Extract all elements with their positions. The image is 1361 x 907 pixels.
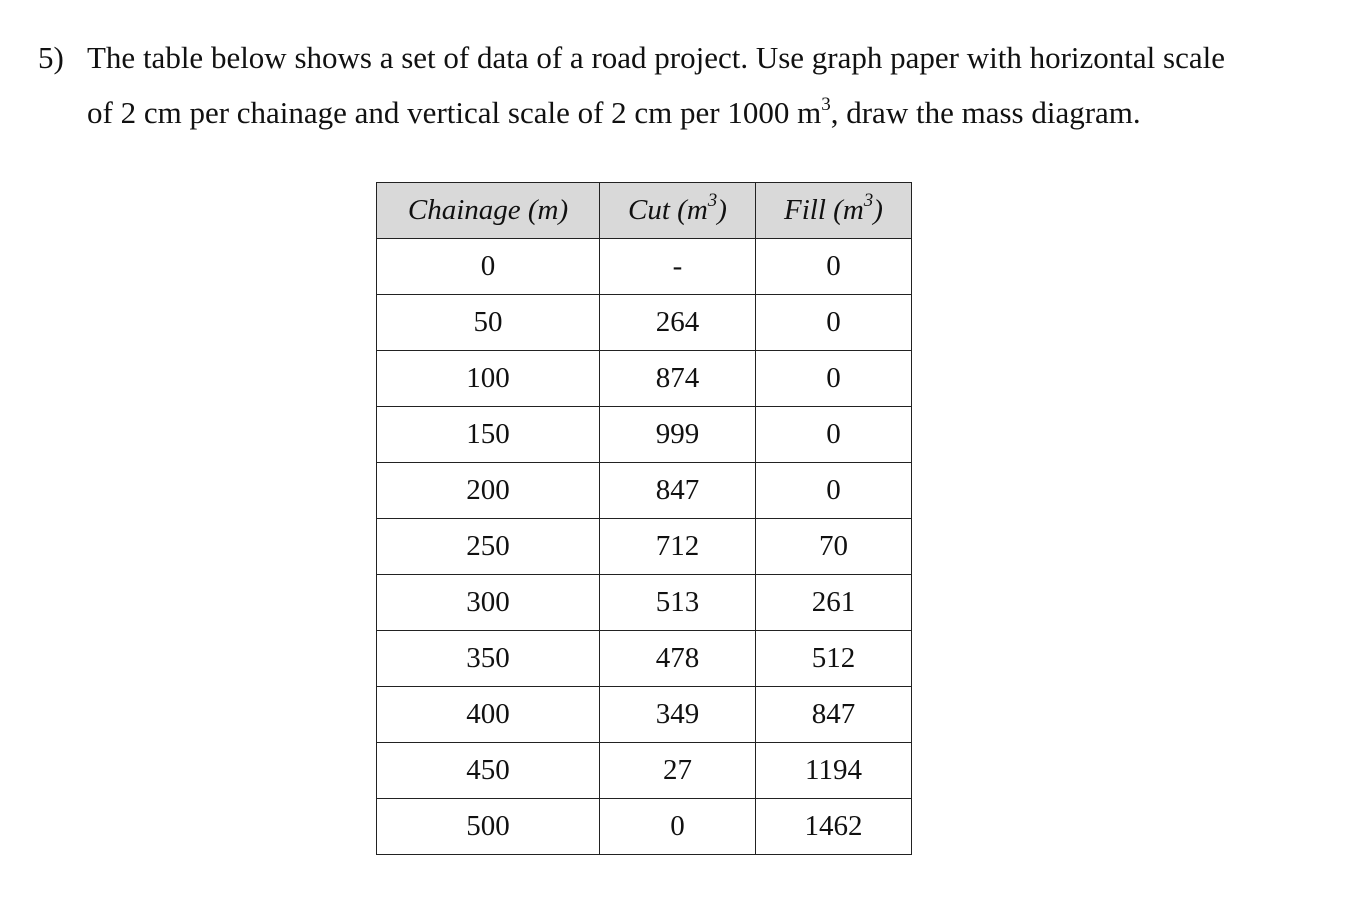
cell-chainage: 400 — [377, 687, 600, 743]
header-cut-text: Cut (m — [628, 194, 708, 226]
table-row — [377, 463, 912, 519]
cell-cut: 712 — [600, 519, 756, 575]
table-row — [377, 519, 912, 575]
cell-fill: 1194 — [756, 743, 912, 799]
table-row — [377, 575, 912, 631]
cell-fill: 0 — [756, 239, 912, 295]
cell-cut: 999 — [600, 407, 756, 463]
cell-chainage: 0 — [377, 239, 600, 295]
question-text-line-2 — [87, 85, 1141, 140]
cell-cut: 874 — [600, 351, 756, 407]
cell-chainage: 50 — [377, 295, 600, 351]
cell-chainage: 350 — [377, 631, 600, 687]
cell-cut: - — [600, 239, 756, 295]
cell-cut: 478 — [600, 631, 756, 687]
header-chainage: Chainage (m) — [377, 183, 600, 239]
table-row — [377, 631, 912, 687]
question-block — [38, 30, 1328, 140]
header-fill-text: Fill (m — [784, 194, 864, 226]
cubic-superscript: 3 — [821, 93, 831, 115]
table-row — [377, 687, 912, 743]
cell-fill: 70 — [756, 519, 912, 575]
header-cut-close: ) — [717, 194, 727, 226]
question-line-2 — [38, 85, 1328, 140]
cell-chainage: 150 — [377, 407, 600, 463]
header-cut — [600, 183, 756, 239]
table-row — [377, 239, 912, 295]
header-fill-superscript: 3 — [863, 190, 874, 212]
table-header-row — [377, 183, 912, 239]
cell-chainage: 500 — [377, 799, 600, 855]
cell-fill: 0 — [756, 463, 912, 519]
cell-chainage: 450 — [377, 743, 600, 799]
cell-cut: 27 — [600, 743, 756, 799]
cell-chainage: 200 — [377, 463, 600, 519]
cell-cut: 513 — [600, 575, 756, 631]
cell-cut: 349 — [600, 687, 756, 743]
table-row — [377, 351, 912, 407]
question-number: 5) — [38, 40, 64, 75]
cell-fill: 512 — [756, 631, 912, 687]
question-text-line-2-start: of 2 cm per chainage and vertical scale of 2 cm per 1000 m — [87, 95, 822, 130]
cell-fill: 0 — [756, 407, 912, 463]
cell-fill: 1462 — [756, 799, 912, 855]
question-text-line-1: The table below shows a set of data of a road project. Use graph paper with horizontal scale — [87, 40, 1225, 75]
question-text-line-2-end: , draw the mass diagram. — [830, 95, 1141, 130]
cell-cut: 264 — [600, 295, 756, 351]
table-row — [377, 743, 912, 799]
table-body — [377, 239, 912, 855]
earthwork-table — [376, 182, 912, 855]
cell-cut: 847 — [600, 463, 756, 519]
cell-fill: 0 — [756, 295, 912, 351]
cell-chainage: 300 — [377, 575, 600, 631]
cell-chainage: 250 — [377, 519, 600, 575]
header-cut-superscript: 3 — [707, 190, 718, 212]
table-row — [377, 407, 912, 463]
cell-fill: 261 — [756, 575, 912, 631]
header-fill — [756, 183, 912, 239]
cell-chainage: 100 — [377, 351, 600, 407]
cell-cut: 0 — [600, 799, 756, 855]
cell-fill: 847 — [756, 687, 912, 743]
question-line-1 — [38, 30, 1328, 85]
table-row — [377, 295, 912, 351]
header-fill-close: ) — [873, 194, 883, 226]
cell-fill: 0 — [756, 351, 912, 407]
table-row — [377, 799, 912, 855]
